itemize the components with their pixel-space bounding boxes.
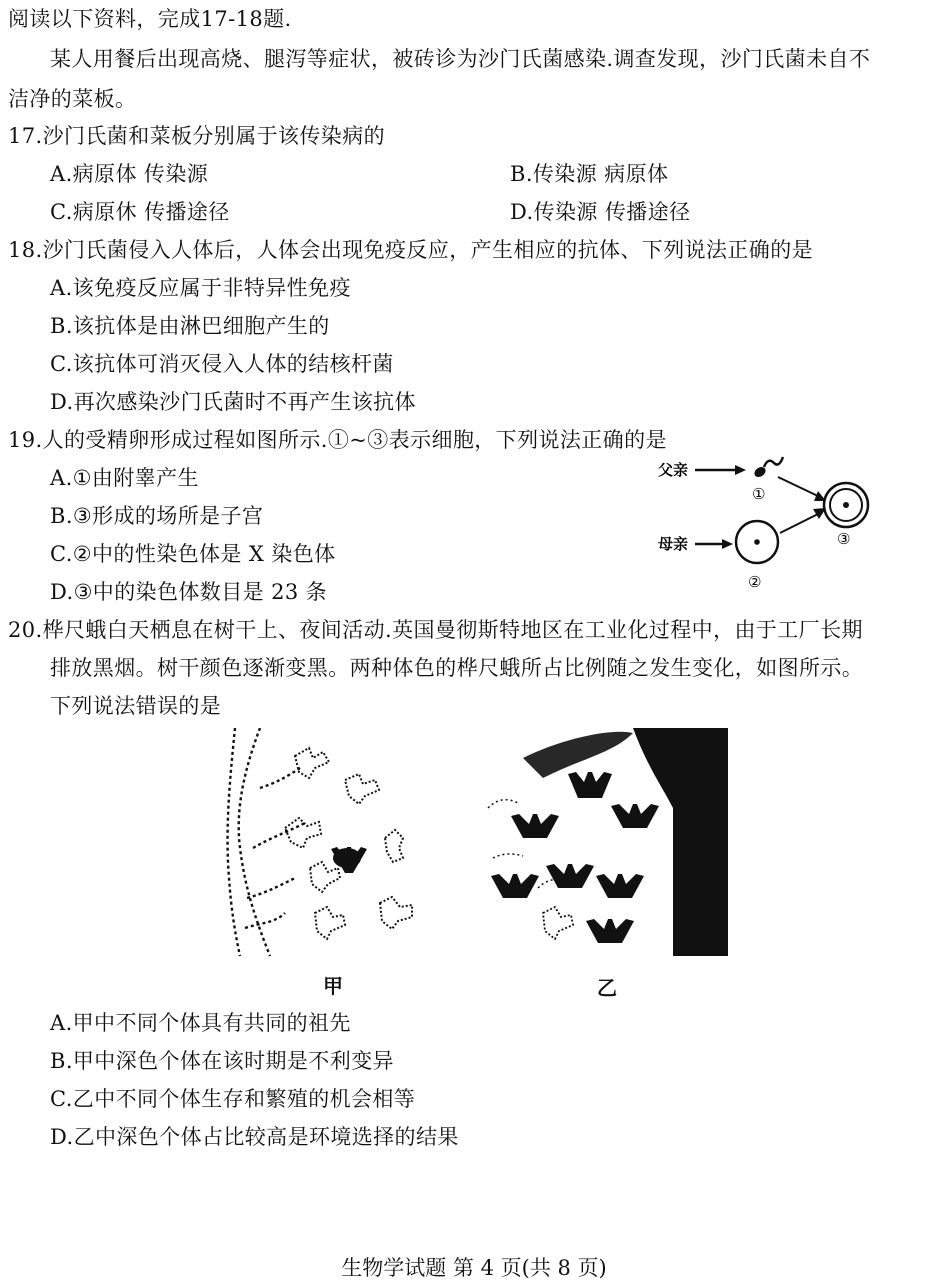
father-label: 父亲 [658, 461, 689, 479]
q19-option-c[interactable]: C.②中的性染色体是 X 染色体 [50, 542, 336, 566]
dark-tree-trunk [673, 728, 728, 956]
q20-option-b[interactable]: B.甲中深色个体在该时期是不利变异 [50, 1049, 394, 1073]
arrow-sperm-to-zygote [778, 477, 820, 497]
q17-option-c[interactable]: C.病原休 传播途径 [50, 200, 230, 224]
reading-intro: 阅读以下资料，完成17-18题. [8, 7, 292, 31]
q19-option-d[interactable]: D.③中的染色体数目是 23 条 [50, 580, 328, 604]
q19-option-a[interactable]: A.①由附睾产生 [50, 466, 199, 490]
caption-a: 甲 [323, 974, 343, 998]
q17-option-a[interactable]: A.病原体 传染源 [50, 162, 209, 186]
father-arrowhead [735, 465, 746, 475]
dark-foliage [523, 732, 633, 778]
q19-option-b[interactable]: B.③形成的场所是子宫 [50, 504, 264, 528]
q17-option-b[interactable]: B.传染源 病原体 [510, 162, 669, 186]
q20-option-a[interactable]: A.甲中不同个体具有共同的祖先 [50, 1011, 351, 1035]
light-tree-trunk [228, 728, 305, 956]
cell-2-label: ② [748, 573, 762, 591]
q17-option-d[interactable]: D.传染源 传播途径 [510, 200, 691, 224]
zygote-icon [824, 483, 868, 527]
sperm-icon [753, 457, 783, 479]
q18-option-c[interactable]: C.该抗体可消灭侵入人体的结核杆菌 [50, 352, 394, 376]
q20-option-d[interactable]: D.乙中深色个体占比较高是环境选择的结果 [50, 1125, 459, 1149]
caption-b: 乙 [597, 976, 617, 1000]
light-moth-icon [543, 907, 573, 939]
passage-line-2: 洁净的菜板。 [8, 87, 137, 111]
q18-option-b[interactable]: B.该抗体是由淋巴细胞产生的 [50, 314, 330, 338]
fertilization-diagram [640, 445, 885, 595]
dark-branch [633, 728, 673, 808]
q18-option-d[interactable]: D.再次感染沙门氏菌时不再产生该抗体 [50, 390, 416, 414]
q18-option-a[interactable]: A.该免疫反应属于非特异性免疫 [50, 276, 351, 300]
light-moth-icon [285, 748, 412, 939]
arrow-egg-to-zygote [780, 513, 820, 533]
moth-figure-b [483, 728, 733, 958]
q18-stem: 18.沙门氏菌侵入人体后，人体会出现免疫反应，产生相应的抗体、下列说法正确的是 [8, 238, 813, 262]
passage-line-1: 某人用餐后出现高烧、腿泻等症状，被砖诊为沙门氏菌感染.调查发现，沙门氏菌未自不 [50, 47, 871, 71]
mother-label: 母亲 [658, 535, 689, 553]
mother-arrowhead [722, 539, 733, 549]
egg-cell-icon [736, 521, 778, 563]
dark-moth-icon-group [491, 772, 659, 943]
cell-3-label: ③ [837, 530, 851, 548]
q20-stem-line-2: 排放黑烟。树干颜色逐渐变黑。两种体色的桦尺蛾所占比例随之发生变化，如图所示。 [50, 656, 864, 680]
moth-figure-a [215, 728, 430, 958]
q20-option-c[interactable]: C.乙中不同个体生存和繁殖的机会相等 [50, 1087, 416, 1111]
cell-1-label: ① [752, 485, 766, 503]
q20-stem-line-1: 20.桦尺蛾白天栖息在树干上、夜间活动.英国曼彻斯特地区在工业化过程中，由于工厂长期 [8, 618, 863, 642]
q19-stem: 19.人的受精卵形成过程如图所示.①~③表示细胞，下列说法正确的是 [8, 428, 667, 452]
q20-stem-line-3: 下列说法错误的是 [50, 694, 222, 718]
q17-stem: 17.沙门氏菌和菜板分别属于该传染病的 [8, 124, 385, 148]
page-footer: 生物学试题 第 4 页(共 8 页) [341, 1256, 607, 1280]
